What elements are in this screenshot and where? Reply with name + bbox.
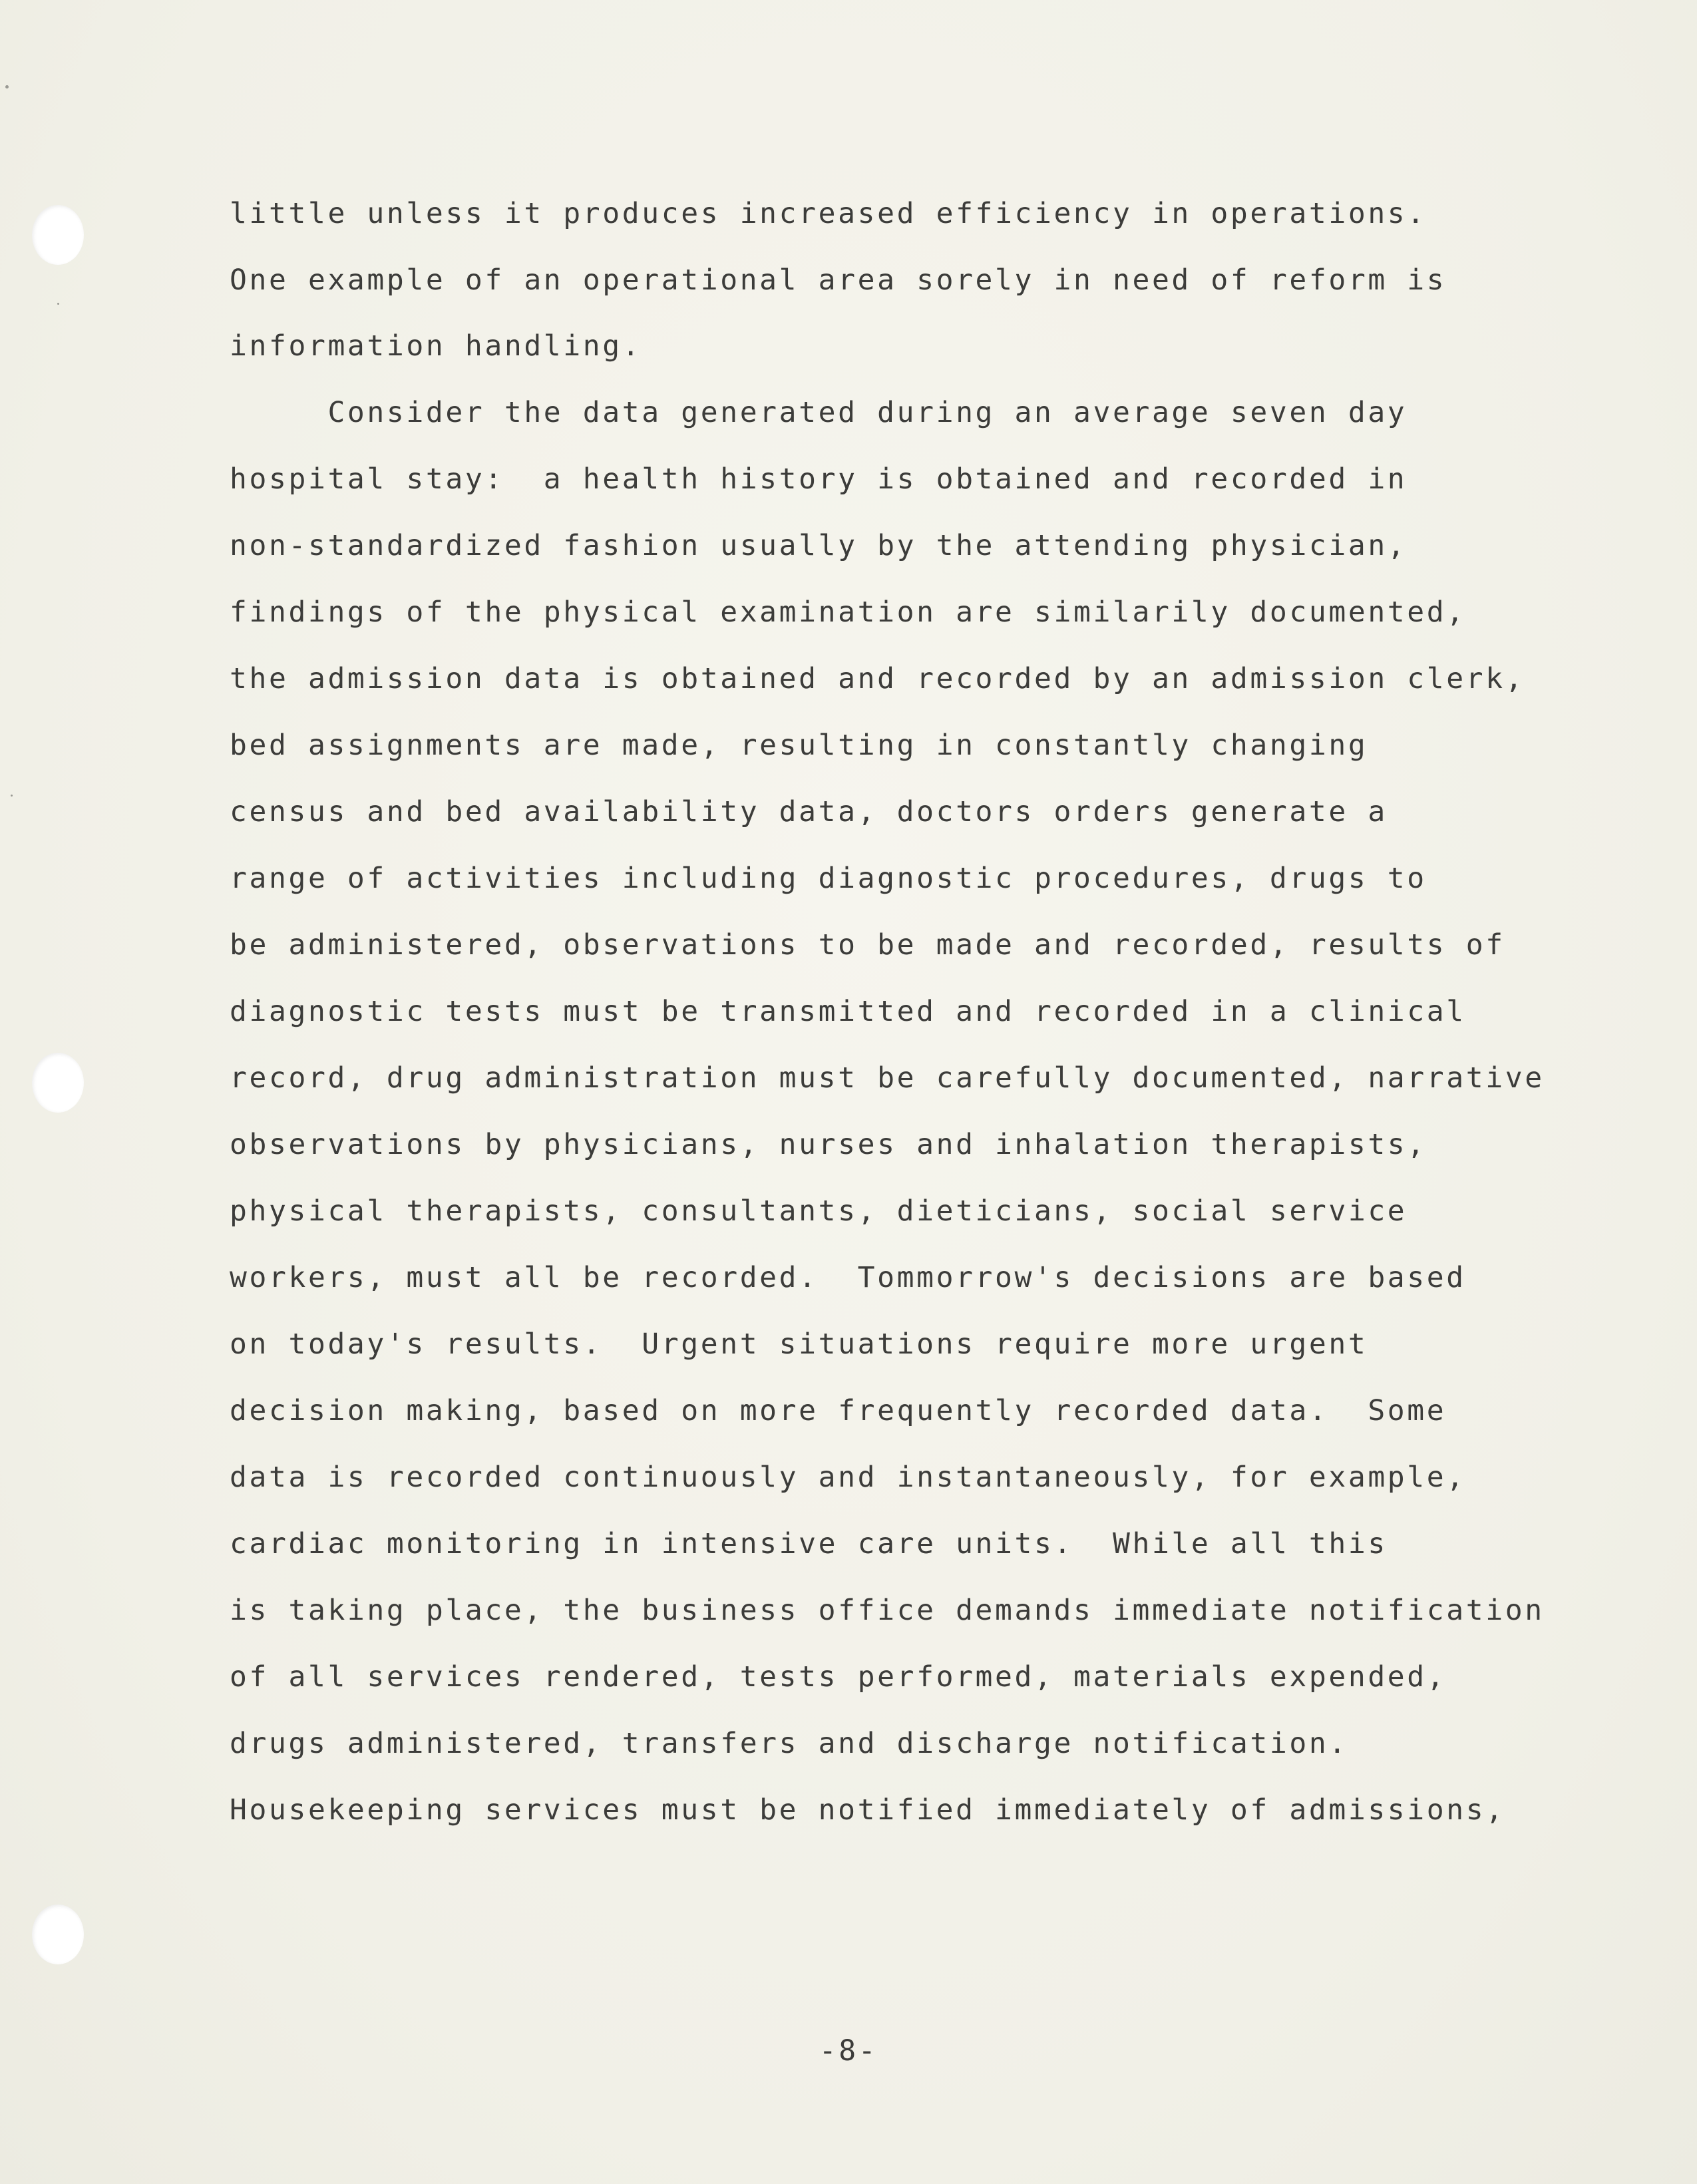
text-line: diagnostic tests must be transmitted and recorded in a clinical bbox=[230, 995, 1466, 1028]
text-line: census and bed availability data, doctors orders generate a bbox=[230, 795, 1388, 828]
text-line: decision making, based on more frequently recorded data. Some bbox=[230, 1394, 1447, 1427]
text-line: record, drug administration must be carefully documented, narrative bbox=[230, 1061, 1545, 1095]
paper-speck bbox=[11, 795, 13, 797]
text-line: be administered, observations to be made and recorded, results of bbox=[230, 928, 1505, 962]
text-line: drugs administered, transfers and discharge notification. bbox=[230, 1727, 1348, 1760]
text-line: information handling. bbox=[230, 329, 642, 363]
text-line: bed assignments are made, resulting in constantly changing bbox=[230, 729, 1368, 762]
text-line: findings of the physical examination are similarily documented, bbox=[230, 596, 1466, 629]
page-number: -8- bbox=[819, 2034, 878, 2068]
text-line: little unless it produces increased efficiency in operations. bbox=[230, 197, 1427, 230]
paper-speck bbox=[57, 303, 59, 305]
text-line: is taking place, the business office demands immediate notification bbox=[230, 1594, 1545, 1627]
punch-hole bbox=[32, 1053, 84, 1113]
text-line: hospital stay: a health history is obtained and recorded in bbox=[230, 462, 1408, 496]
text-line: of all services rendered, tests performed, materials expended, bbox=[230, 1660, 1447, 1694]
text-line: observations by physicians, nurses and inhalation therapists, bbox=[230, 1128, 1427, 1161]
text-line: workers, must all be recorded. Tommorrow's decisions are based bbox=[230, 1261, 1466, 1294]
text-line: One example of an operational area sorely in need of reform is bbox=[230, 264, 1447, 297]
text-line: cardiac monitoring in intensive care units. While all this bbox=[230, 1527, 1388, 1560]
text-line: range of activities including diagnostic procedures, drugs to bbox=[230, 862, 1427, 895]
punch-hole bbox=[32, 1905, 84, 1964]
text-line: Housekeeping services must be notified immediately of admissions, bbox=[230, 1793, 1505, 1827]
punch-hole bbox=[32, 205, 84, 265]
paper-speck bbox=[5, 85, 9, 89]
text-line: on today's results. Urgent situations require more urgent bbox=[230, 1328, 1368, 1361]
text-line: the admission data is obtained and recorded by an admission clerk, bbox=[230, 662, 1525, 695]
text-line: non-standardized fashion usually by the attending physician, bbox=[230, 529, 1408, 562]
text-line: physical therapists, consultants, dieticians, social service bbox=[230, 1194, 1408, 1228]
text-line: data is recorded continuously and instantaneously, for example, bbox=[230, 1461, 1466, 1494]
text-line: Consider the data generated during an average seven day bbox=[230, 396, 1408, 429]
